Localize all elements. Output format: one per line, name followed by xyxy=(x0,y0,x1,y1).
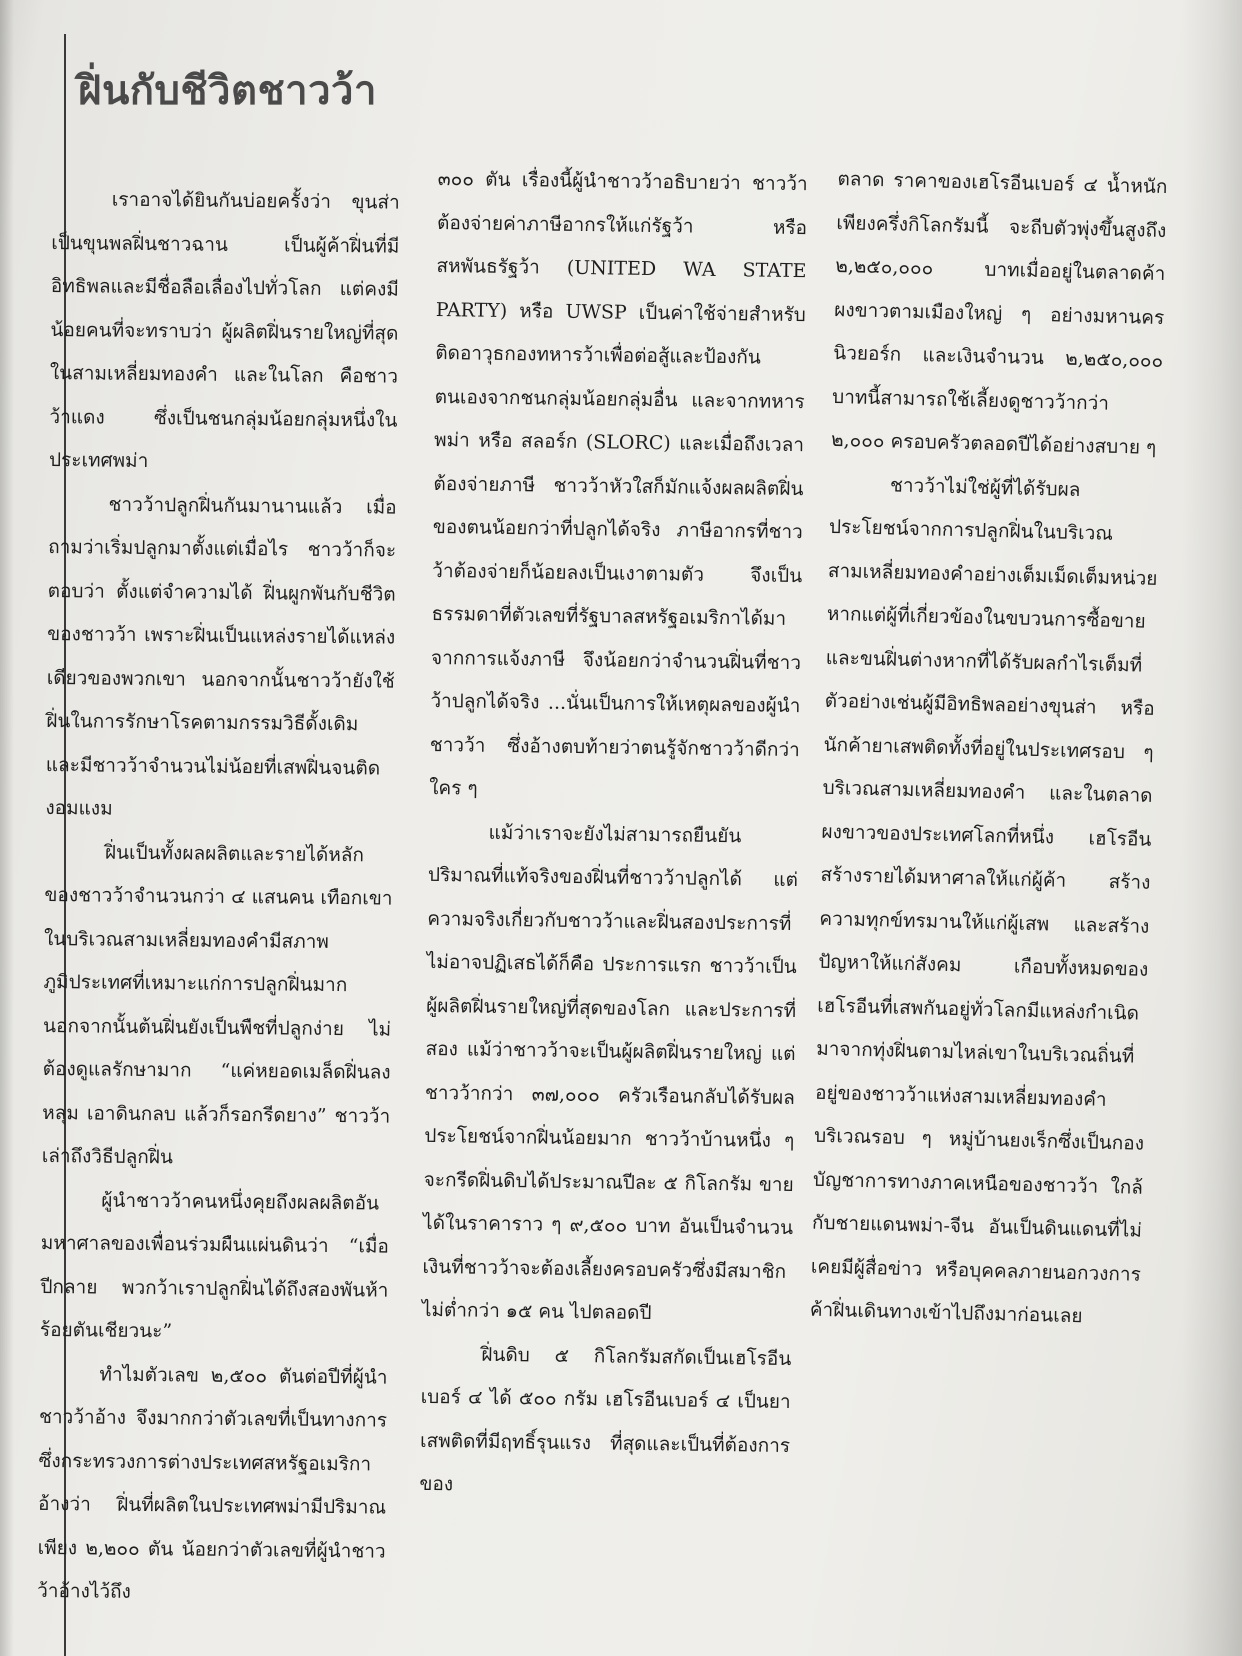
text-column-3 xyxy=(809,158,1168,1340)
page-edge-shadow xyxy=(1182,0,1242,1656)
paragraph: ผู้นำชาวว้าคนหนึ่งคุยถึงผลผลิตอันมหาศาลของเพื่อนร่วมผืนแผ่นดินว่า “เมื่อปีกลาย พวกว้าเราปลูกฝิ่นได้ถึงสองพันห้าร้อยตันเชียวนะ” xyxy=(39,1189,389,1343)
paragraph: แม้ว่าเราจะยังไม่สามารถยืนยันปริมาณที่แท้จริงของฝิ่นที่ชาวว้าปลูกได้ แต่ความจริงเกี่ยวกับชาวว้าและฝิ่นสองประการที่ไม่อาจปฏิเสธได้ก็คือ ประการแรก ชาวว้าเป็นผู้ผลิตฝิ่นรายใหญ่ที่สุดของโลก และประการที่สอง แม้ว่าชาวว้าจะเป็นผู้ผลิตฝิ่นรายใหญ่ แต่ชาวว้ากว่า ๓๗,๐๐๐ ครัวเรือนกลับได้รับผลประโยชน์จากฝิ่นน้อยมาก ชาวว้าบ้านหนึ่ง ๆ จะกรีดฝิ่นดิบได้ประมาณปีละ ๕ กิโลกรัม ขายได้ในราคาราว ๆ ๙,๕๐๐ บาท อันเป็นจำนวนเงินที่ชาวว้าจะต้องเลี้ยงครอบครัวซึ่งมีสมาชิกไม่ต่ำกว่า ๑๕ คน ไปตลอดปี xyxy=(421,821,799,1325)
paragraph: เราอาจได้ยินกันบ่อยครั้งว่า ขุนส่าเป็นขุนพลฝิ่นชาวฉาน เป็นผู้ค้าฝิ่นที่มีอิทธิพลและมีชื่อลือเลื่องไปทั่วโลก แต่คงมีน้อยคนที่จะทราบว่า ผู้ผลิตฝิ่นรายใหญ่ที่สุดในสามเหลี่ยมทองคำ และในโลก คือชาวว้าแดง ซึ่งเป็นชนกลุ่มน้อยกลุ่มหนึ่งในประเทศพม่า xyxy=(48,188,400,473)
paragraph: ทำไมตัวเลข ๒,๕๐๐ ตันต่อปีที่ผู้นำชาวว้าอ้าง จึงมากกว่าตัวเลขที่เป็นทางการ ซึ่งกระทรวงการต่างประเทศสหรัฐอเมริกาอ้างว่า ฝิ่นที่ผลิตในประเทศพม่ามีปริมาณเพียง ๒,๒๐๐ ตัน น้อยกว่าตัวเลขที่ผู้นำชาวว้าอ้างไว้ถึง xyxy=(37,1363,388,1603)
paragraph: ชาวว้าไม่ใช่ผู้ที่ได้รับผลประโยชน์จากการปลูกฝิ่นในบริเวณสามเหลี่ยมทองคำอย่างเต็มเม็ดเต็มหน่วย หากแต่ผู้ที่เกี่ยวข้องในขบวนการซื้อขายและขนฝิ่นต่างหากที่ได้รับผลกำไรเต็มที่ ตัวอย่างเช่นผู้มีอิทธิพลอย่างขุนส่า หรือนักค้ายาเสพติดทั้งที่อยู่ในประเทศรอบ ๆ บริเวณสามเหลี่ยมทองคำ และในตลาดผงขาวของประเทศโลกที่หนึ่ง เฮโรอีนสร้างรายได้มหาศาลให้แก่ผู้ค้า สร้างความทุกข์ทรมานให้แก่ผู้เสพ และสร้างปัญหาให้แก่สังคม เกือบทั้งหมดของเฮโรอีนที่เสพกันอยู่ทั่วโลกมีแหล่งกำเนิดมาจากทุ่งฝิ่นตามไหล่เขาในบริเวณถิ่นที่อยู่ของชาวว้าแห่งสามเหลี่ยมทองคำ บริเวณรอบ ๆ หมู่บ้านยงเร็กซึ่งเป็นกองบัญชาการทางภาคเหนือของชาวว้า ใกล้กับชายแดนพม่า-จีน อันเป็นดินแดนที่ไม่เคยมีผู้สื่อข่าว หรือบุคคลภายนอกวงการค้าฝิ่นเดินทางเข้าไปถึงมาก่อนเลย xyxy=(809,473,1158,1328)
article-title: ฝิ่นกับชีวิตชาวว้า xyxy=(78,67,377,114)
text-column-2 xyxy=(419,158,808,1512)
paragraph: ฝิ่นเป็นทั้งผลผลิตและรายได้หลักของชาวว้าจำนวนกว่า ๔ แสนคน เทือกเขาในบริเวณสามเหลี่ยมทองคำมีสภาพภูมิประเทศที่เหมาะแก่การปลูกฝิ่นมาก นอกจากนั้นต้นฝิ่นยังเป็นพืชที่ปลูกง่าย ไม่ต้องดูแลรักษามาก “แค่หยอดเมล็ดฝิ่นลงหลุม เอาดินกลบ แล้วก็รอกรีดยาง” ชาวว้าเล่าถึงวิธีปลูกฝิ่น xyxy=(41,841,393,1169)
page-binding-shadow xyxy=(0,0,14,1656)
paragraph: ตลาด ราคาของเฮโรอีนเบอร์ ๔ น้ำหนักเพียงครึ่งกิโลกรัมนี้ จะถีบตัวพุ่งขึ้นสูงถึง ๒,๒๕๐,๐๐๐ บาทเมื่ออยู่ในตลาดค้าผงขาวตามเมืองใหญ่ ๆ อย่างมหานครนิวยอร์ก และเงินจำนวน ๒,๒๕๐,๐๐๐ บาทนี้สามารถใช้เลี้ยงดูชาวว้ากว่า ๒,๐๐๐ ครอบครัวตลอดปีได้อย่างสบาย ๆ xyxy=(830,167,1168,459)
text-column-1 xyxy=(37,178,400,1617)
paragraph: ชาวว้าปลูกฝิ่นกันมานานแล้ว เมื่อถามว่าเริ่มปลูกมาตั้งแต่เมื่อไร ชาวว้าก็จะตอบว่า ตั้งแต่จำความได้ ฝิ่นผูกพันกับชีวิตของชาวว้า เพราะฝิ่นเป็นแหล่งรายได้แหล่งเดียวของพวกเขา นอกจากนั้นชาวว้ายังใช้ฝิ่นในการรักษาโรคตามกรรมวิธีดั้งเดิม และมีชาวว้าจำนวนไม่น้อยที่เสพฝิ่นจนติดงอมแงม xyxy=(45,493,397,820)
paragraph: ๓๐๐ ตัน เรื่องนี้ผู้นำชาวว้าอธิบายว่า ชาวว้าต้องจ่ายค่าภาษีอากรให้แก่รัฐว้า หรือสหพันธรัฐว้า (UNITED WA STATE PARTY) หรือ UWSP เป็นค่าใช้จ่ายสำหรับติดอาวุธกองทหารว้าเพื่อต่อสู้และป้องกันตนเองจากชนกลุ่มน้อยกลุ่มอื่น และจากทหารพม่า หรือ สลอร์ก (SLORC) และเมื่อถึงเวลาต้องจ่ายภาษี ชาวว้าหัวใสก็มักแจ้งผลผลิตฝิ่นของตนน้อยกว่าที่ปลูกได้จริง ภาษีอากรที่ชาวว้าต้องจ่ายก็น้อยลงเป็นเงาตามตัว จึงเป็นธรรมดาที่ตัวเลขที่รัฐบาลสหรัฐอเมริกาได้มาจากการแจ้งภาษี จึงน้อยกว่าจำนวนฝิ่นที่ชาวว้าปลูกได้จริง ...นั่นเป็นการให้เหตุผลของผู้นำชาวว้า ซึ่งอ้างตบท้ายว่าตนรู้จักชาวว้าดีกว่าใคร ๆ xyxy=(429,167,808,800)
paragraph: ฝิ่นดิบ ๕ กิโลกรัมสกัดเป็นเฮโรอีนเบอร์ ๔ ได้ ๕๐๐ กรัม เฮโรอีนเบอร์ ๔ เป็นยาเสพติดที่มีฤทธิ์รุนแรง ที่สุดและเป็นที่ต้องการของ xyxy=(419,1343,792,1496)
